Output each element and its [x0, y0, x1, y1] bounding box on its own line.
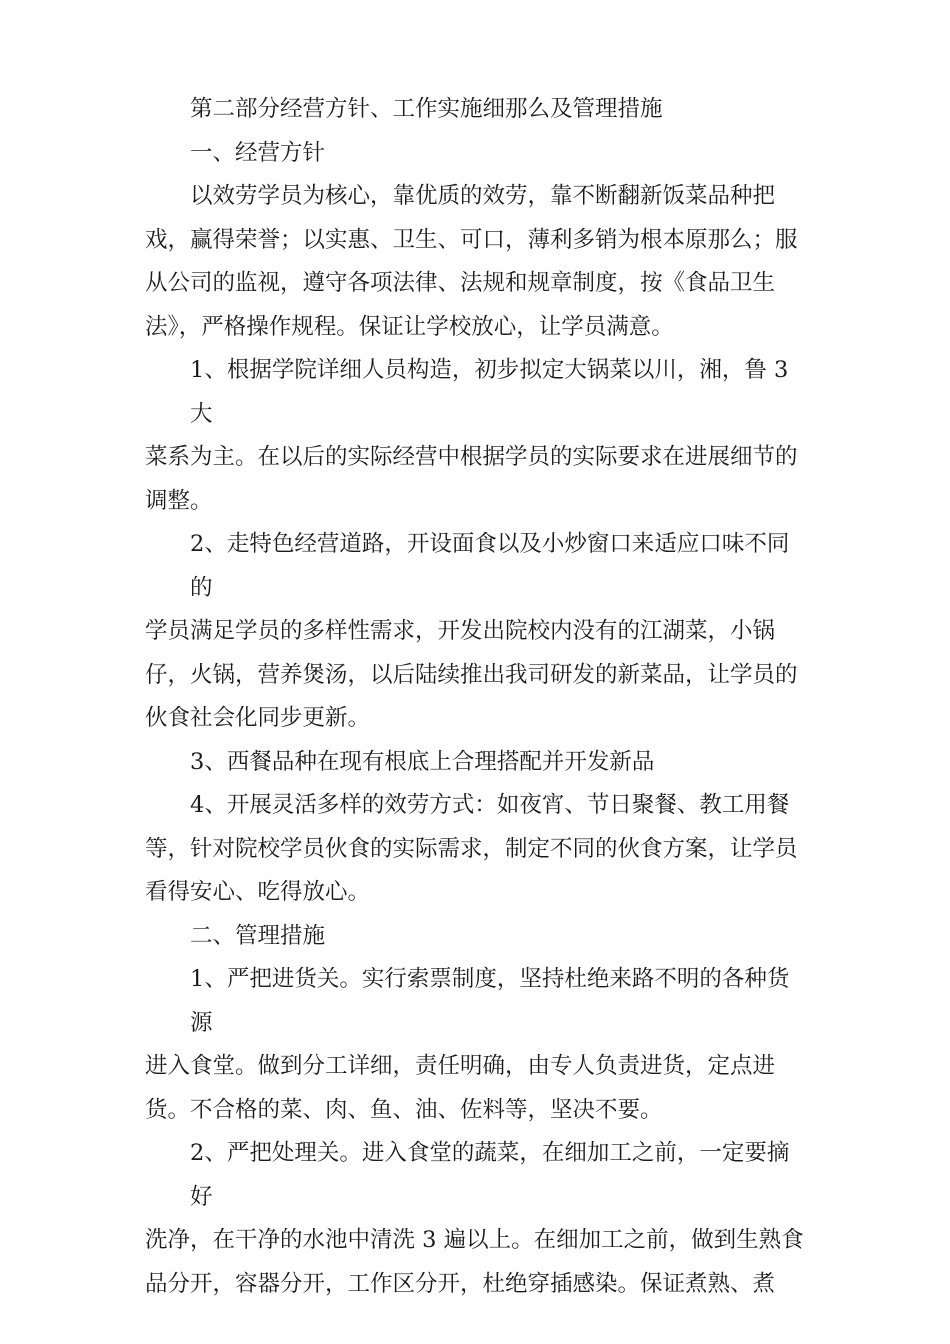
section-heading-policy: 一、经营方针 [190, 139, 326, 166]
paragraph-line: 品分开，容器分开，工作区分开，杜绝穿插感染。保证煮熟、煮 [145, 1270, 776, 1297]
paragraph-line: 1、根据学院详细人员构造，初步拟定大锅菜以川，湘，鲁 3 大 [190, 357, 789, 427]
management-item-1 [145, 958, 810, 1132]
paragraph-line: 2、严把处理关。进入食堂的蔬菜，在细加工之前，一定要摘好 [190, 1140, 790, 1210]
policy-item-2 [145, 523, 810, 741]
management-item-2 [145, 1132, 810, 1306]
paragraph-line: 仔，火锅，营养煲汤，以后陆续推出我司研发的新菜品，让学员的 [145, 661, 798, 688]
paragraph-line: 4、开展灵活多样的效劳方式：如夜宵、节日聚餐、教工用餐 [190, 792, 790, 818]
paragraph-line: 法》，严格操作规程。保证让学校放心，让学员满意。 [145, 313, 674, 340]
paragraph-line: 等，针对院校学员伙食的实际需求，制定不同的伙食方案，让学员 [145, 835, 798, 862]
paragraph-line: 洗净，在干净的水池中清洗 3 遍以上。在细加工之前，做到生熟食 [145, 1227, 804, 1253]
paragraph-line: 伙食社会化同步更新。 [145, 705, 371, 731]
paragraph-line: 2、走特色经营道路，开设面食以及小炒窗口来适应口味不同的 [190, 531, 790, 601]
paragraph-line: 进入食堂。做到分工详细，责任明确，由专人负责进货，定点进 [145, 1053, 776, 1079]
paragraph-line: 3、西餐品种在现有根底上合理搭配并开发新品 [190, 748, 655, 775]
paragraph-line: 看得安心、吃得放心。 [145, 879, 371, 905]
paragraph-line: 调整。 [145, 487, 213, 514]
paragraph-intro [145, 175, 810, 349]
policy-item-4 [145, 784, 810, 915]
document-body [145, 88, 810, 1306]
section-heading-management: 二、管理措施 [190, 922, 326, 949]
paragraph-line: 菜系为主。在以后的实际经营中根据学员的实际要求在进展细节的 [145, 444, 798, 470]
document-title: 第二部分经营方针、工作实施细那么及管理措施 [190, 96, 663, 122]
policy-item-1 [145, 349, 810, 523]
paragraph-line: 学员满足学员的多样性需求，开发出院校内没有的江湖菜，小锅 [145, 618, 776, 644]
paragraph-line: 货。不合格的菜、肉、鱼、油、佐料等，坚决不要。 [145, 1096, 663, 1123]
paragraph-line: 戏，赢得荣誉；以实惠、卫生、可口，薄利多销为根本原那么；服 [145, 226, 798, 253]
paragraph-line: 以效劳学员为核心，靠优质的效劳，靠不断翻新饭菜品种把 [190, 183, 776, 209]
policy-item-3 [145, 741, 810, 785]
paragraph-line: 从公司的监视，遵守各项法律、法规和规章制度，按《食品卫生 [145, 270, 776, 296]
paragraph-line: 1、严把进货关。实行索票制度，坚持杜绝来路不明的各种货源 [190, 966, 790, 1036]
